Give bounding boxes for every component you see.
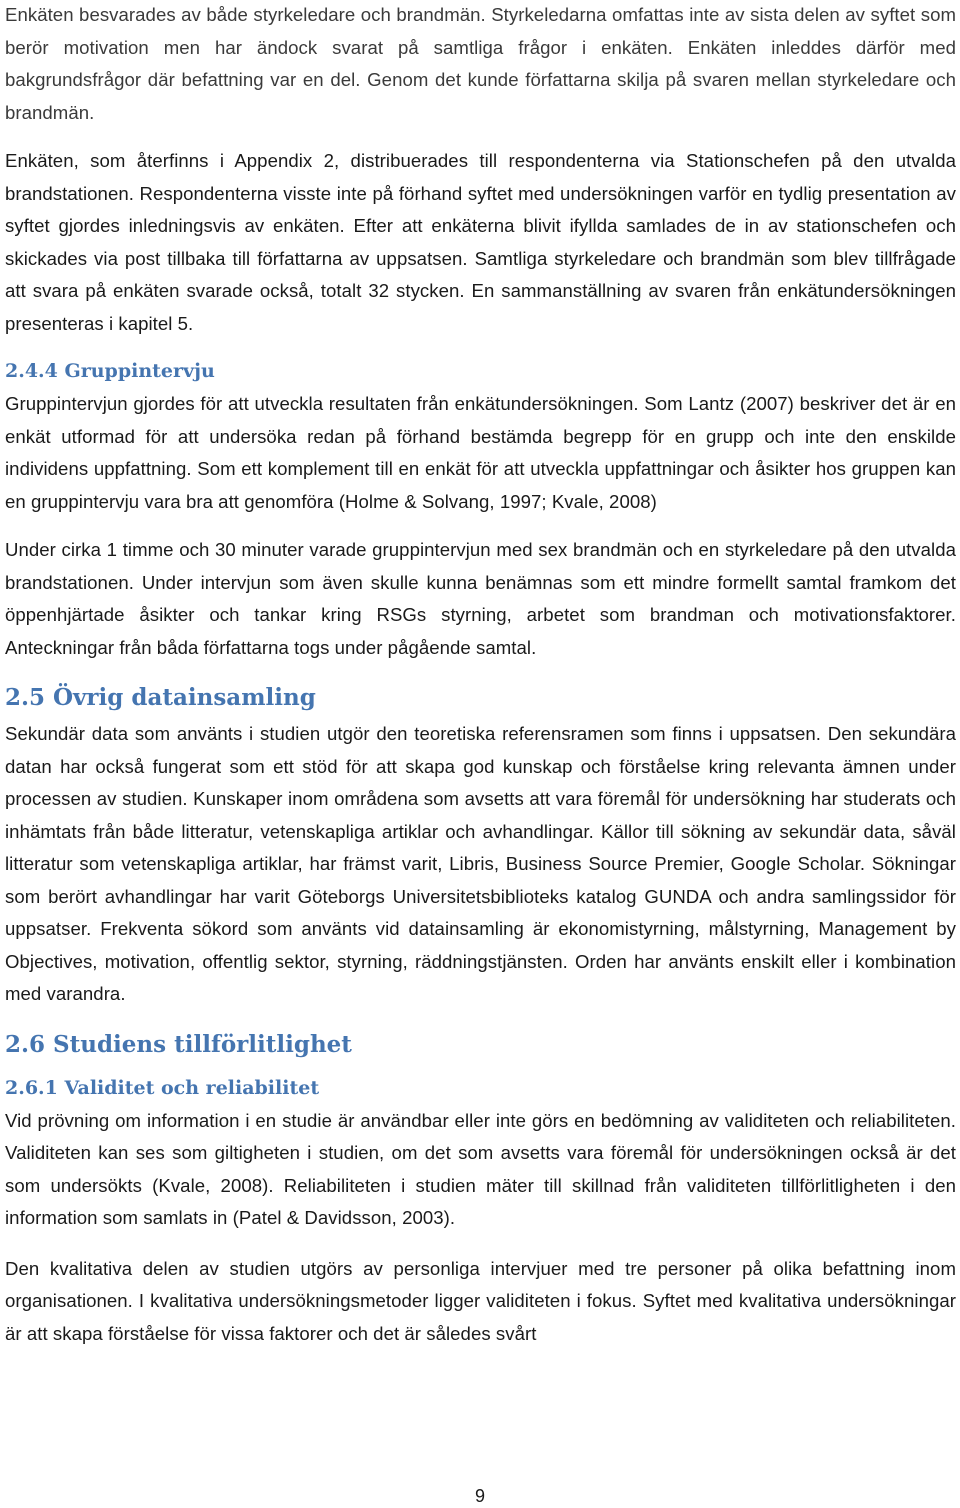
heading-2-6-1-validitet-reliabilitet: 2.6.1 Validitet och reliabilitet — [5, 1076, 320, 1099]
paragraph-enkat-distribution: Enkäten, som återfinns i Appendix 2, distribuerades till respondenterna via Stationschefen på den utvalda brandstationen. Respondenterna visste inte på förhand syftet med undersökningen varför en tydlig presentation av syftet gjordes inledningsvis av enkäten. Efter att enkäterna blivit ifyllda samlades de in av stationschefen och skickades via post tillbaka till författarna av uppsatsen. Samtliga styrkeledare och brandmän som blev tillfrågade att svara på enkäten svarade också, totalt 32 stycken. En sammanställning av svaren från enkätundersökningen presenteras i kapitel 5. — [5, 150, 956, 334]
document-page — [5, 0, 956, 1350]
paragraph-sekundar-data: Sekundär data som använts i studien utgör den teoretiska referensramen som finns i uppsatsen. Den sekundära datan har också fungerat som ett stöd för att skapa god kunskap och förståelse kring relevanta ämnen under processen av studien. Kunskaper inom områdena som avsetts att vara föremål för undersökning har studerats och inhämtats från både litteratur, vetenskapliga artiklar och avhandlingar. Källor till sökning av sekundär data, såväl litteratur som vetenskapliga artiklar, har främst varit, Libris, Business Source Premier, Google Scholar. Sökningar som berört avhandlingar har varit Göteborgs Universitetsbiblioteks katalog GUNDA och andra samlingssidor för uppsatser. Frekventa sökord som använts vid datainsamling är ekonomistyrning, målstyrning, Management by Objectives, motivation, offentlig sektor, styrning, räddningstjänsten. Orden har använts enskilt eller i kombination med varandra. — [5, 723, 956, 1004]
paragraph-kvalitativa-delen: Den kvalitativa delen av studien utgörs av personliga intervjuer med tre personer på olika befattning inom organisationen. I kvalitativa undersökningsmetoder ligger validiteten i fokus. Syftet med kvalitativa undersökningar är att skapa förståelse för vissa faktorer och det är således svårt — [5, 1257, 956, 1344]
page-number: 9 — [474, 1486, 485, 1506]
heading-2-5-ovrig-datainsamling: 2.5 Övrig datainsamling — [5, 684, 316, 711]
paragraph-validitet-reliabilitet: Vid prövning om information i en studie är användbar eller inte görs en bedömning av validiteten och reliabiliteten. Validiteten kan ses som giltigheten i studien, om det som avsetts vara föremål för undersökningen också är det som undersökts (Kvale, 2008). Reliabiliteten i studien mäter till skillnad från validiteten tillförlitligheten i den information som samlats in (Patel & Davidsson, 2003). — [5, 1109, 956, 1228]
heading-2-4-4-gruppintervju: 2.4.4 Gruppintervju — [5, 360, 215, 382]
paragraph-gruppintervju-genomforande: Under cirka 1 timme och 30 minuter varade gruppintervjun med sex brandmän och en styrkeledare på den utvalda brandstationen. Under intervjun som även skulle kunna benämnas som ett mindre formellt samtal framkom det öppenhjärtade åsikter och tankar kring RSGs styrning, arbetet som brandman och motivationsfaktorer. Anteckningar från båda författarna togs under pågående samtal. — [5, 539, 956, 658]
paragraph-gruppintervju-syfte: Gruppintervjun gjordes för att utveckla resultaten från enkätundersökningen. Som Lantz (2007) beskriver det är en enkät utformad för att undersöka redan på förhand bestämda begrepp för en grupp och inte den enskilde individens uppfattning. Som ett komplement till en enkät för att utveckla uppfattningar och åsikter hos gruppen kan en gruppintervju vara bra att genomföra (Holme & Solvang, 1997; Kvale, 2008) — [5, 393, 956, 512]
heading-2-6-studiens-tillforlitlighet: 2.6 Studiens tillförlitlighet — [5, 1030, 352, 1058]
paragraph-enkat-besvarades: Enkäten besvarades av både styrkeledare och brandmän. Styrkeledarna omfattas inte av sista delen av syftet som berör motivation men har ändock svarat på samtliga frågor i enkäten. Enkäten inleddes därför med bakgrundsfrågor där befattning var en del. Genom det kunde författarna skilja på svaren mellan styrkeledare och brandmän. — [5, 4, 956, 123]
